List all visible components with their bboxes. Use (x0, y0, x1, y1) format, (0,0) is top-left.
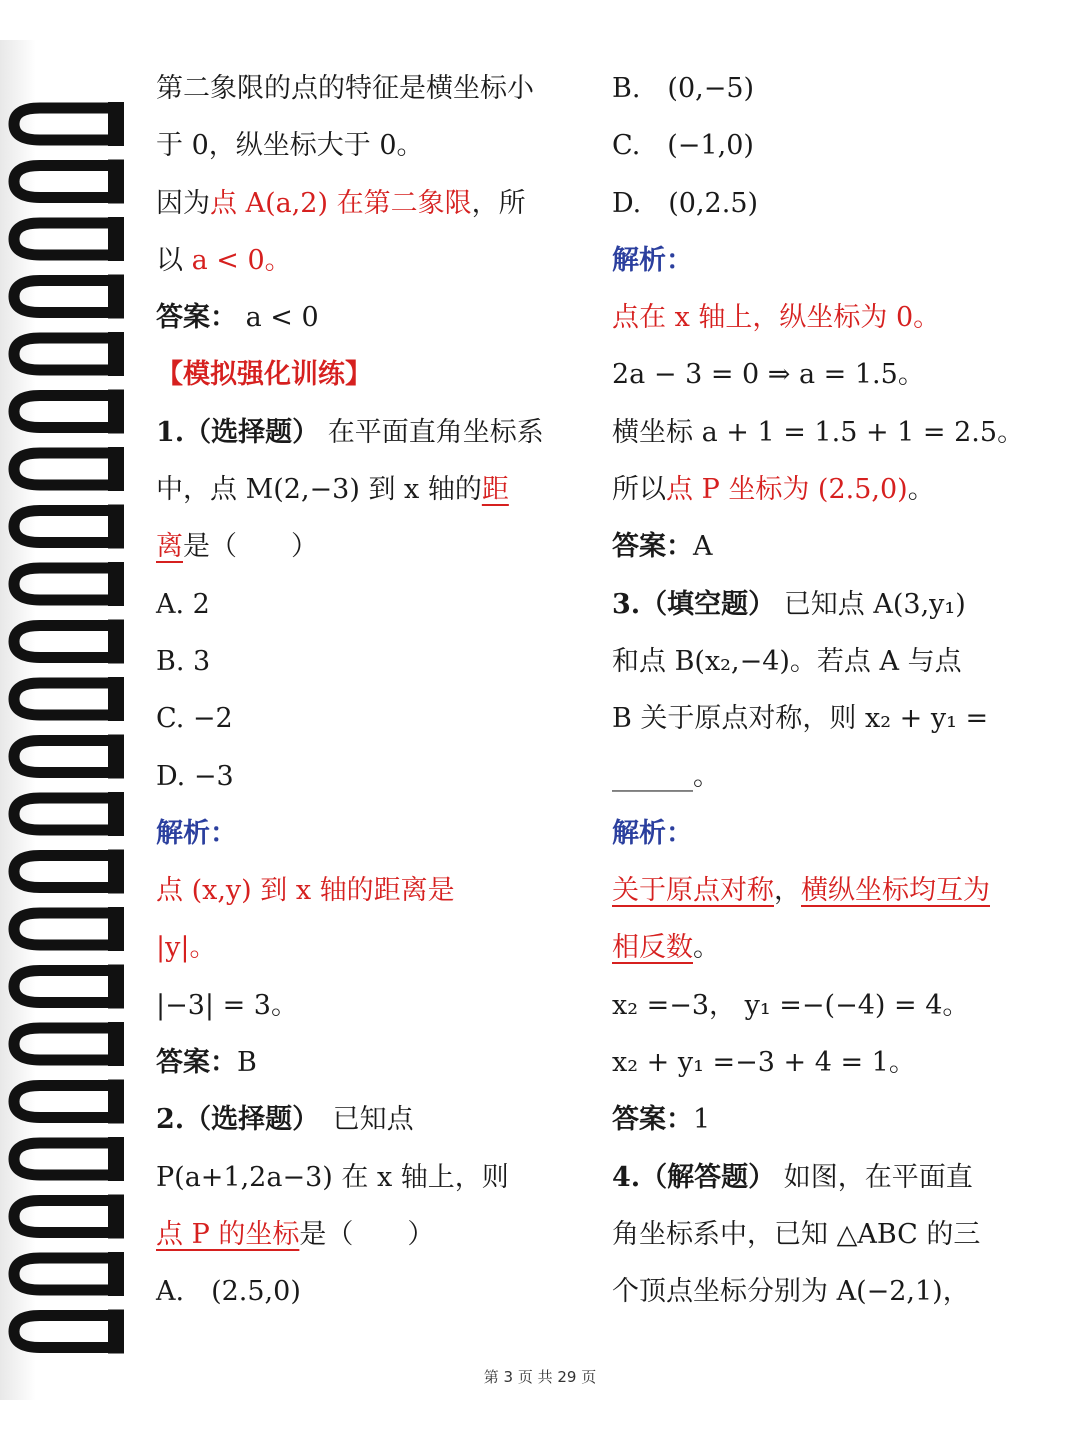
text-span: 解析： (612, 817, 693, 849)
text-span: 横纵坐标均互为 (801, 875, 990, 907)
text-span: 相反数 (612, 932, 693, 964)
text-line (612, 748, 1032, 805)
text-line (156, 404, 576, 461)
text-span: B (237, 1047, 257, 1079)
text-span: A (693, 531, 713, 563)
text-span: 答案： (156, 1047, 237, 1079)
text-span: a < 0。 (191, 244, 292, 276)
text-span: 点 P 的坐标 (156, 1218, 300, 1250)
text-span: a < 0 (237, 302, 319, 334)
text-line (612, 1034, 1032, 1091)
text-line (612, 1149, 1032, 1206)
text-span: 关于原点对称 (612, 875, 774, 907)
text-span: C. −2 (156, 703, 233, 735)
spiral-hole (108, 1310, 124, 1354)
spiral-binding (0, 40, 140, 1400)
text-span: A. (2.5,0) (156, 1276, 301, 1308)
text-line (156, 1206, 576, 1263)
text-line (156, 977, 576, 1034)
text-line (156, 518, 576, 575)
text-line (612, 404, 1032, 461)
text-span: 已知点 A(3,y₁) (775, 588, 966, 620)
text-line (612, 633, 1032, 690)
text-span: A. 2 (156, 588, 210, 620)
text-span: 点 A(a,2) 在第二象限 (210, 187, 472, 219)
text-line (156, 60, 576, 117)
text-line (156, 1263, 576, 1320)
spiral-hole (108, 1195, 124, 1239)
text-span: 是（ ） (299, 1218, 435, 1250)
spiral-hole (108, 620, 124, 664)
text-line (612, 117, 1032, 174)
text-line (612, 289, 1032, 346)
text-span: B. (0,−5) (612, 73, 755, 104)
text-line (156, 576, 576, 633)
text-span: 以 (156, 244, 192, 276)
text-span: P(a+1,2a−3) 在 x 轴上，则 (156, 1161, 509, 1193)
text-line (612, 576, 1032, 633)
spiral-hole (108, 792, 124, 836)
text-span: 和点 B(x₂,−4)。若点 A 与点 (612, 645, 962, 677)
text-span: |−3| = 3。 (156, 989, 298, 1021)
left-column (156, 60, 576, 1321)
page-footer: 第 3 页 共 29 页 (483, 1368, 597, 1386)
text-line (612, 977, 1032, 1034)
text-line (156, 633, 576, 690)
text-line (156, 461, 576, 518)
text-span: C. (−1,0) (612, 130, 754, 162)
text-line (156, 805, 576, 862)
spiral-hole (108, 160, 124, 204)
spiral-hole (108, 1252, 124, 1296)
text-span: 解析： (156, 817, 237, 849)
text-line (156, 346, 576, 403)
text-span: 个顶点坐标分别为 A(−2,1)， (612, 1276, 970, 1308)
text-span: 。 (907, 474, 935, 506)
text-span: x₂ + y₁ =−3 + 4 = 1。 (612, 1047, 916, 1079)
text-line (156, 1149, 576, 1206)
text-line (612, 1091, 1032, 1148)
text-line (612, 919, 1032, 976)
text-span: |y|。 (156, 932, 217, 964)
right-column (612, 60, 1032, 1321)
text-line (156, 1091, 576, 1148)
text-span: ，所 (471, 187, 526, 219)
text-span: 【模拟强化训练】 (156, 359, 372, 391)
text-span: 在平面直角坐标系 (319, 416, 544, 448)
spiral-hole (108, 1022, 124, 1066)
text-span: x₂ =−3， y₁ =−(−4) = 4。 (612, 989, 970, 1021)
spiral-hole (108, 1137, 124, 1181)
text-line (156, 175, 576, 232)
spiral-hole (108, 275, 124, 319)
text-span: 是（ ） (183, 531, 318, 563)
spiral-hole (108, 217, 124, 261)
text-span: 点在 x 轴上，纵坐标为 0。 (612, 302, 941, 334)
text-span: 角坐标系中，已知 △ABC 的三 (612, 1218, 981, 1250)
text-span: 。 (693, 932, 720, 964)
text-span: 离 (156, 531, 183, 563)
spiral-hole (108, 102, 124, 146)
text-span: 答案： (156, 302, 237, 334)
text-span: 2.（选择题） (156, 1104, 306, 1136)
text-line (612, 1263, 1032, 1320)
text-span: 点 (x,y) 到 x 轴的距离是 (156, 875, 455, 907)
text-line (156, 919, 576, 976)
text-line (612, 690, 1032, 747)
text-span: B. 3 (156, 645, 211, 677)
spiral-hole (108, 390, 124, 434)
text-span: 1.（选择题） (156, 416, 320, 448)
text-span: 如图，在平面直 (775, 1161, 973, 1193)
text-span: 已知点 (305, 1104, 414, 1136)
text-line (612, 232, 1032, 289)
text-span: 第二象限的点的特征是横坐标小 (156, 73, 534, 104)
text-line (156, 690, 576, 747)
text-line (612, 805, 1032, 862)
text-span: ， (774, 875, 801, 907)
text-span: 4.（解答题） (612, 1161, 776, 1193)
spiral-hole (108, 332, 124, 376)
text-span: 2a − 3 = 0 ⇒ a = 1.5。 (612, 359, 925, 391)
text-span: 3.（填空题） (612, 588, 776, 620)
text-span: 点 P 坐标为 (2.5,0) (666, 474, 908, 506)
text-span: 解析： (612, 244, 693, 276)
spiral-hole (108, 965, 124, 1009)
text-line (612, 60, 1032, 117)
text-span: 距 (481, 474, 509, 506)
text-span: B 关于原点对称，则 x₂ + y₁ = (612, 703, 989, 735)
text-span: 所以 (612, 474, 666, 506)
spiral-hole (108, 850, 124, 894)
text-line (156, 232, 576, 289)
text-line (612, 862, 1032, 919)
spiral-hole (108, 1080, 124, 1124)
text-line (156, 748, 576, 805)
text-line (612, 346, 1032, 403)
spiral-hole (108, 907, 124, 951)
text-span: D. −3 (156, 760, 234, 792)
text-line (156, 289, 576, 346)
text-span: 中，点 M(2,−3) 到 x 轴的 (156, 474, 482, 506)
text-line (612, 461, 1032, 518)
text-line (156, 1034, 576, 1091)
text-span: 答案： (612, 531, 693, 563)
text-line (612, 518, 1032, 575)
text-span: D. (0,2.5) (612, 187, 759, 219)
text-line (156, 117, 576, 174)
spiral-hole (108, 447, 124, 491)
text-span: 横坐标 a + 1 = 1.5 + 1 = 2.5。 (612, 416, 1025, 448)
text-span: ______。 (612, 760, 720, 792)
text-line (156, 862, 576, 919)
spiral-hole (108, 562, 124, 606)
text-span: 于 0，纵坐标大于 0。 (156, 130, 424, 162)
spiral-hole (108, 505, 124, 549)
text-line (612, 1206, 1032, 1263)
text-span: 1 (693, 1104, 711, 1136)
spiral-hole (108, 677, 124, 721)
text-span: 因为 (156, 187, 210, 219)
spiral-hole (108, 735, 124, 779)
text-span: 答案： (612, 1104, 693, 1136)
text-line (612, 175, 1032, 232)
